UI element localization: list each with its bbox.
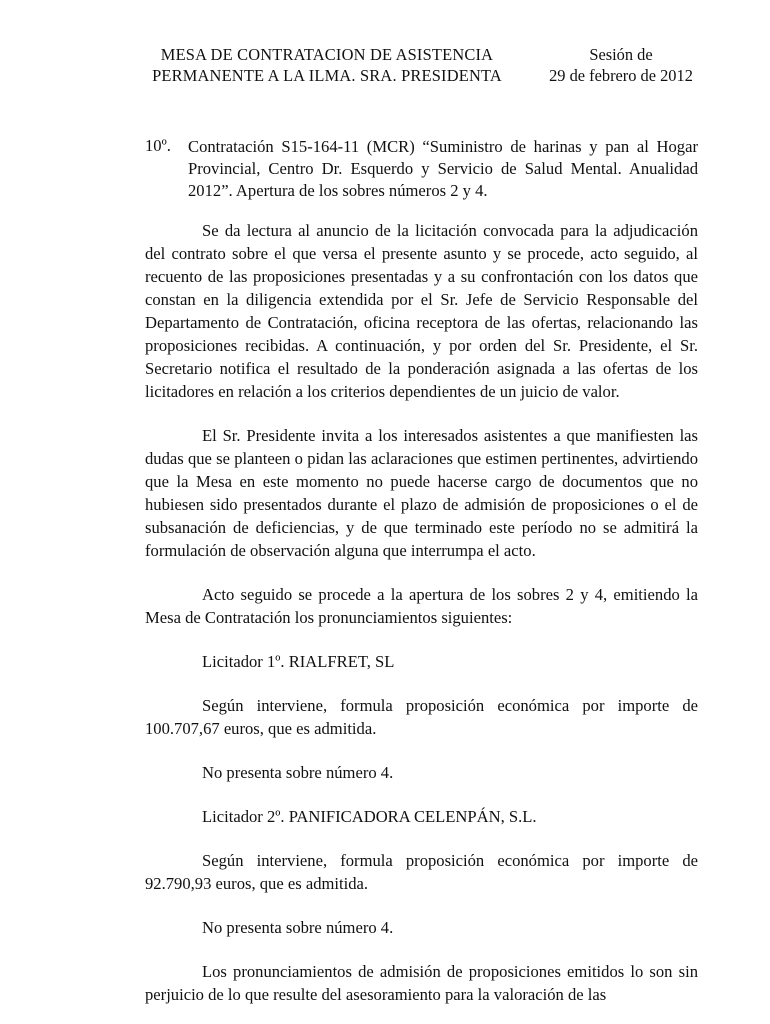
paragraph-admission: Los pronunciamientos de admisión de proposiciones emitidos lo son sin perjuicio de lo que resulte del asesoramiento para la valoración de las [145, 962, 698, 1004]
bidder-1-offer: Según interviene, formula proposición económica por importe de 100.707,67 euros, que es admitida. [145, 696, 698, 738]
paragraph-invitation: El Sr. Presidente invita a los interesados asistentes a que manifiesten las dudas que se planteen o pidan las aclaraciones que estimen pertinentes, advirtiendo que la Mesa en este momento no puede hacerse cargo de documentos que no hubiesen sido presentados durante el plazo de admisión de proposiciones o el de subsanación de deficiencias, y de que terminado este período no se admitirá la formulación de observación alguna que interrumpa el acto. [145, 426, 698, 560]
paragraph-opening: Acto seguido se procede a la apertura de los sobres 2 y 4, emitiendo la Mesa de Contratación los pronunciamientos siguientes: [145, 585, 698, 627]
item-title: Contratación S15-164-11 (MCR) “Suministro de harinas y pan al Hogar Provincial, Centro Dr. Esquerdo y Servicio de Salud Mental. Anualidad 2012”. Apertura de los sobres números 2 y 4. [188, 137, 698, 200]
bidder-1-envelope-note: No presenta sobre número 4. [202, 763, 394, 782]
bidder-2-heading: Licitador 2º. PANIFICADORA CELENPÁN, S.L. [202, 807, 537, 826]
header-committee-line1: MESA DE CONTRATACION DE ASISTENCIA [160, 45, 494, 64]
header-session-date: 29 de febrero de 2012 [549, 66, 693, 85]
document-body [145, 219, 698, 1006]
bidder-1-heading: Licitador 1º. RIALFRET, SL [202, 652, 395, 671]
paragraph-reading: Se da lectura al anuncio de la licitación convocada para la adjudicación del contrato sobre el que versa el presente asunto y se procede, acto seguido, al recuento de las proposiciones presentadas y a su confrontación con los datos que constan en la diligencia extendida por el Sr. Jefe de Servicio Responsable del Departamento de Contratación, oficina receptora de las ofertas, relacionando las proposiciones recibidas. A continuación, y por orden del Sr. Presidente, el Sr. Secretario notifica el resultado de la ponderación asignada a las ofertas de los licitadores en relación a los criterios dependientes de un juicio de valor. [145, 221, 698, 401]
header-committee-line2: PERMANENTE A LA ILMA. SRA. PRESIDENTA [152, 66, 502, 85]
item-number: 10º. [145, 136, 171, 155]
header-session [538, 44, 704, 86]
header-session-label: Sesión de [589, 45, 653, 64]
bidder-2-envelope-note: No presenta sobre número 4. [202, 918, 394, 937]
header-committee [146, 44, 508, 86]
bidder-2-offer: Según interviene, formula proposición económica por importe de 92.790,93 euros, que es admitida. [145, 851, 698, 893]
